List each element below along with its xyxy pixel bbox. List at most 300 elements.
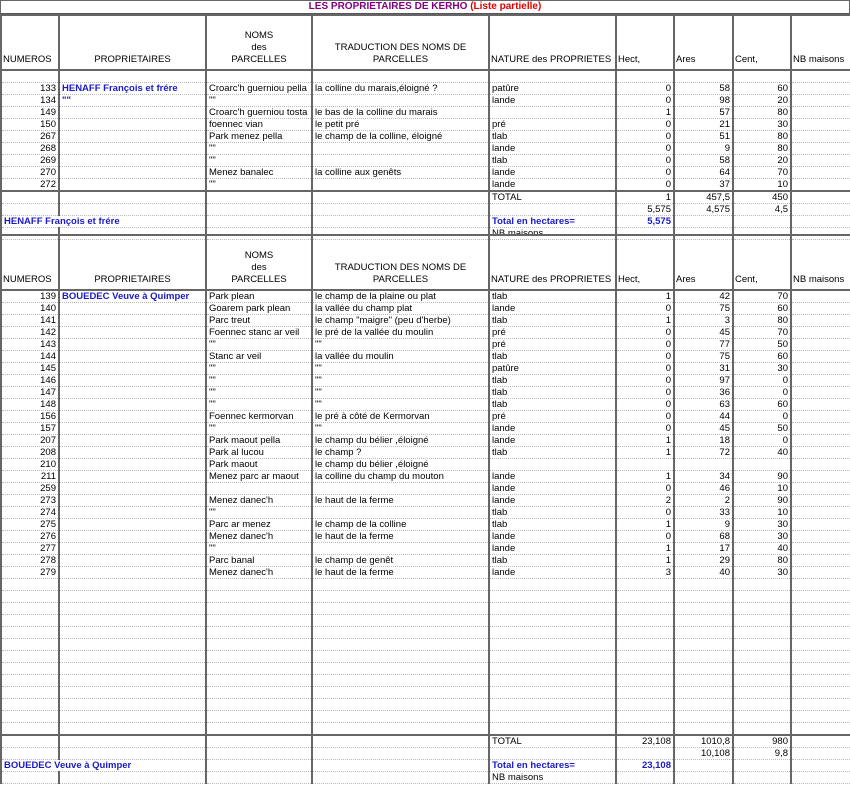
empty-cell[interactable]: [206, 723, 312, 736]
cell-nature[interactable]: tlab: [489, 375, 616, 387]
cell-nom-parcelle[interactable]: Parc treut: [206, 315, 312, 327]
converted-cent[interactable]: 9,8: [733, 748, 791, 760]
cell-nature[interactable]: lande: [489, 567, 616, 579]
cell-traduction[interactable]: le champ de la colline: [312, 519, 489, 531]
cell-ares[interactable]: 17: [674, 543, 733, 555]
cell-nature[interactable]: pré: [489, 327, 616, 339]
cell-nb-maisons[interactable]: [791, 83, 850, 95]
cell-nature[interactable]: lande: [489, 95, 616, 107]
cell-ares[interactable]: 45: [674, 423, 733, 435]
empty-cell[interactable]: [489, 687, 616, 699]
header-proprietaires[interactable]: PROPRIETAIRES: [59, 235, 206, 290]
cell-hect[interactable]: 0: [616, 143, 674, 155]
cell-nb-maisons[interactable]: [791, 375, 850, 387]
empty-cell[interactable]: [733, 70, 791, 83]
cell-hect[interactable]: [616, 459, 674, 471]
cell-nb-maisons[interactable]: [791, 315, 850, 327]
cell-numero[interactable]: 278: [1, 555, 59, 567]
cell-proprietaire[interactable]: [59, 423, 206, 435]
cell-cent[interactable]: 20: [733, 95, 791, 107]
cell-cent[interactable]: 50: [733, 423, 791, 435]
cell-cent[interactable]: 80: [733, 131, 791, 143]
cell-hect[interactable]: 0: [616, 131, 674, 143]
header-numeros[interactable]: NUMEROS: [1, 15, 59, 70]
cell-nom-parcelle[interactable]: Menez danec'h: [206, 495, 312, 507]
empty-cell[interactable]: [733, 699, 791, 711]
empty-cell[interactable]: [733, 723, 791, 736]
empty-cell[interactable]: [674, 639, 733, 651]
cell-traduction[interactable]: le champ du bélier ,éloigné: [312, 435, 489, 447]
cell-nom-parcelle[interactable]: Park al lucou: [206, 447, 312, 459]
total-hect[interactable]: 1: [616, 191, 674, 204]
converted-cent[interactable]: 4,5: [733, 204, 791, 216]
header-noms-parcelles[interactable]: [206, 235, 312, 290]
cell-hect[interactable]: 0: [616, 363, 674, 375]
cell-ares[interactable]: 58: [674, 83, 733, 95]
cell-hect[interactable]: 0: [616, 119, 674, 131]
cell-traduction[interactable]: "": [312, 375, 489, 387]
cell-ares[interactable]: 77: [674, 339, 733, 351]
cell-nb-maisons[interactable]: [791, 167, 850, 179]
empty-cell[interactable]: [1, 711, 59, 723]
cell-hect[interactable]: 3: [616, 567, 674, 579]
cell-numero[interactable]: 133: [1, 83, 59, 95]
empty-cell[interactable]: [59, 663, 206, 675]
cell-nb-maisons[interactable]: [791, 447, 850, 459]
converted-hect[interactable]: 5,575: [616, 204, 674, 216]
total-ares[interactable]: 457,5: [674, 191, 733, 204]
cell-traduction[interactable]: le haut de la ferme: [312, 531, 489, 543]
cell-cent[interactable]: 70: [733, 290, 791, 303]
empty-cell[interactable]: [312, 615, 489, 627]
cell-nb-maisons[interactable]: [791, 363, 850, 375]
empty-cell[interactable]: [312, 699, 489, 711]
cell-nature[interactable]: tlab: [489, 507, 616, 519]
cell-ares[interactable]: 36: [674, 387, 733, 399]
empty-cell[interactable]: [59, 191, 206, 204]
empty-cell[interactable]: [674, 760, 733, 772]
empty-cell[interactable]: [206, 748, 312, 760]
cell-numero[interactable]: 140: [1, 303, 59, 315]
empty-cell[interactable]: [1, 591, 59, 603]
cell-nature[interactable]: lande: [489, 471, 616, 483]
empty-cell[interactable]: [489, 579, 616, 591]
cell-numero[interactable]: 272: [1, 179, 59, 192]
cell-cent[interactable]: 80: [733, 143, 791, 155]
cell-traduction[interactable]: le haut de la ferme: [312, 495, 489, 507]
empty-cell[interactable]: [312, 70, 489, 83]
empty-cell[interactable]: [616, 651, 674, 663]
cell-ares[interactable]: 63: [674, 399, 733, 411]
empty-cell[interactable]: [1, 651, 59, 663]
cell-hect[interactable]: 1: [616, 519, 674, 531]
hectares-value[interactable]: 23,108: [616, 760, 674, 772]
empty-cell[interactable]: [791, 760, 850, 772]
cell-nom-parcelle[interactable]: "": [206, 95, 312, 107]
cell-nom-parcelle[interactable]: "": [206, 179, 312, 192]
empty-cell[interactable]: [1, 748, 59, 760]
cell-numero[interactable]: 259: [1, 483, 59, 495]
header-hect[interactable]: Hect,: [616, 235, 674, 290]
cell-ares[interactable]: 31: [674, 363, 733, 375]
empty-cell[interactable]: [206, 699, 312, 711]
empty-cell[interactable]: [206, 772, 312, 784]
cell-cent[interactable]: 90: [733, 471, 791, 483]
cell-traduction[interactable]: le champ de la colline, éloigné: [312, 131, 489, 143]
nb-maisons-label[interactable]: NB maisons: [489, 772, 616, 784]
cell-nb-maisons[interactable]: [791, 555, 850, 567]
cell-ares[interactable]: 9: [674, 519, 733, 531]
empty-cell[interactable]: [733, 603, 791, 615]
empty-cell[interactable]: [59, 735, 206, 748]
empty-cell[interactable]: [489, 639, 616, 651]
empty-cell[interactable]: [312, 591, 489, 603]
empty-cell[interactable]: [616, 675, 674, 687]
empty-cell[interactable]: [674, 772, 733, 784]
cell-cent[interactable]: 40: [733, 447, 791, 459]
empty-cell[interactable]: [312, 772, 489, 784]
cell-proprietaire[interactable]: [59, 531, 206, 543]
empty-cell[interactable]: [312, 627, 489, 639]
cell-numero[interactable]: 150: [1, 119, 59, 131]
cell-cent[interactable]: 60: [733, 303, 791, 315]
cell-numero[interactable]: 210: [1, 459, 59, 471]
cell-nb-maisons[interactable]: [791, 531, 850, 543]
empty-cell[interactable]: [1, 687, 59, 699]
cell-proprietaire[interactable]: [59, 303, 206, 315]
cell-nb-maisons[interactable]: [791, 95, 850, 107]
cell-cent[interactable]: 10: [733, 179, 791, 192]
owner-summary-name[interactable]: BOUEDEC Veuve à Quimper: [1, 760, 206, 772]
empty-cell[interactable]: [312, 735, 489, 748]
cell-traduction[interactable]: la colline du champ du mouton: [312, 471, 489, 483]
empty-cell[interactable]: [616, 591, 674, 603]
cell-ares[interactable]: [674, 459, 733, 471]
cell-nom-parcelle[interactable]: Menez parc ar maout: [206, 471, 312, 483]
cell-nom-parcelle[interactable]: Croarc'h guerniou pella: [206, 83, 312, 95]
cell-cent[interactable]: 70: [733, 327, 791, 339]
cell-hect[interactable]: 0: [616, 411, 674, 423]
cell-hect[interactable]: 0: [616, 303, 674, 315]
empty-cell[interactable]: [206, 191, 312, 204]
empty-cell[interactable]: [791, 699, 850, 711]
cell-numero[interactable]: 146: [1, 375, 59, 387]
cell-ares[interactable]: 75: [674, 351, 733, 363]
empty-cell[interactable]: [312, 675, 489, 687]
cell-numero[interactable]: 273: [1, 495, 59, 507]
cell-nature[interactable]: lande: [489, 303, 616, 315]
converted-ares[interactable]: 10,108: [674, 748, 733, 760]
empty-cell[interactable]: [674, 579, 733, 591]
empty-cell[interactable]: [59, 687, 206, 699]
cell-proprietaire[interactable]: [59, 315, 206, 327]
cell-proprietaire[interactable]: [59, 339, 206, 351]
cell-traduction[interactable]: [312, 179, 489, 192]
cell-cent[interactable]: 0: [733, 435, 791, 447]
cell-traduction[interactable]: "": [312, 363, 489, 375]
empty-cell[interactable]: [733, 591, 791, 603]
cell-nom-parcelle[interactable]: "": [206, 387, 312, 399]
cell-cent[interactable]: 60: [733, 399, 791, 411]
cell-traduction[interactable]: la vallée du moulin: [312, 351, 489, 363]
empty-cell[interactable]: [1, 204, 59, 216]
cell-proprietaire[interactable]: [59, 363, 206, 375]
empty-cell[interactable]: [791, 639, 850, 651]
cell-hect[interactable]: 0: [616, 83, 674, 95]
cell-proprietaire[interactable]: BOUEDEC Veuve à Quimper: [59, 290, 206, 303]
cell-nb-maisons[interactable]: [791, 459, 850, 471]
empty-cell[interactable]: [674, 711, 733, 723]
cell-nb-maisons[interactable]: [791, 131, 850, 143]
cell-traduction[interactable]: "": [312, 339, 489, 351]
cell-nb-maisons[interactable]: [791, 339, 850, 351]
cell-nature[interactable]: [489, 459, 616, 471]
cell-numero[interactable]: 211: [1, 471, 59, 483]
cell-proprietaire[interactable]: [59, 507, 206, 519]
cell-nature[interactable]: lande: [489, 483, 616, 495]
cell-cent[interactable]: 80: [733, 107, 791, 119]
cell-hect[interactable]: 0: [616, 399, 674, 411]
empty-cell[interactable]: [674, 615, 733, 627]
empty-cell[interactable]: [1, 70, 59, 83]
cell-numero[interactable]: 267: [1, 131, 59, 143]
cell-numero[interactable]: 269: [1, 155, 59, 167]
cell-traduction[interactable]: [312, 483, 489, 495]
cell-cent[interactable]: 90: [733, 495, 791, 507]
cell-proprietaire[interactable]: [59, 155, 206, 167]
empty-cell[interactable]: [791, 70, 850, 83]
cell-hect[interactable]: 0: [616, 375, 674, 387]
cell-nature[interactable]: tlab: [489, 519, 616, 531]
cell-hect[interactable]: 0: [616, 507, 674, 519]
empty-cell[interactable]: [206, 603, 312, 615]
empty-cell[interactable]: [489, 723, 616, 736]
empty-cell[interactable]: [674, 591, 733, 603]
empty-cell[interactable]: [206, 579, 312, 591]
cell-nature[interactable]: pré: [489, 119, 616, 131]
cell-nb-maisons[interactable]: [791, 155, 850, 167]
total-ares[interactable]: 1010,8: [674, 735, 733, 748]
cell-hect[interactable]: 0: [616, 387, 674, 399]
cell-hect[interactable]: 0: [616, 483, 674, 495]
cell-nom-parcelle[interactable]: Park menez pella: [206, 131, 312, 143]
cell-numero[interactable]: 143: [1, 339, 59, 351]
empty-cell[interactable]: [791, 663, 850, 675]
header-nature[interactable]: NATURE des PROPRIETES: [489, 235, 616, 290]
cell-nature[interactable]: lande: [489, 531, 616, 543]
cell-traduction[interactable]: le champ "maigre" (peu d'herbe): [312, 315, 489, 327]
cell-ares[interactable]: 75: [674, 303, 733, 315]
empty-cell[interactable]: [733, 675, 791, 687]
cell-nature[interactable]: tlab: [489, 155, 616, 167]
cell-traduction[interactable]: le champ ?: [312, 447, 489, 459]
cell-proprietaire[interactable]: [59, 447, 206, 459]
header-cent[interactable]: Cent,: [733, 235, 791, 290]
cell-nb-maisons[interactable]: [791, 107, 850, 119]
empty-cell[interactable]: [59, 615, 206, 627]
cell-traduction[interactable]: [312, 507, 489, 519]
empty-cell[interactable]: [59, 748, 206, 760]
cell-traduction[interactable]: [312, 95, 489, 107]
cell-nb-maisons[interactable]: [791, 290, 850, 303]
cell-traduction[interactable]: la colline aux genêts: [312, 167, 489, 179]
empty-cell[interactable]: [59, 591, 206, 603]
cell-proprietaire[interactable]: [59, 543, 206, 555]
cell-cent[interactable]: 60: [733, 83, 791, 95]
cell-nom-parcelle[interactable]: Menez danec'h: [206, 531, 312, 543]
empty-cell[interactable]: [791, 711, 850, 723]
empty-cell[interactable]: [489, 663, 616, 675]
empty-cell[interactable]: [616, 603, 674, 615]
empty-cell[interactable]: [206, 615, 312, 627]
empty-cell[interactable]: [1, 699, 59, 711]
empty-cell[interactable]: [312, 603, 489, 615]
cell-cent[interactable]: 0: [733, 387, 791, 399]
empty-cell[interactable]: [616, 627, 674, 639]
cell-numero[interactable]: 149: [1, 107, 59, 119]
cell-cent[interactable]: [733, 459, 791, 471]
empty-cell[interactable]: [791, 591, 850, 603]
empty-cell[interactable]: [733, 663, 791, 675]
cell-nom-parcelle[interactable]: Park maout: [206, 459, 312, 471]
cell-nom-parcelle[interactable]: Foennec stanc ar veil: [206, 327, 312, 339]
empty-cell[interactable]: [312, 663, 489, 675]
cell-hect[interactable]: 1: [616, 471, 674, 483]
empty-cell[interactable]: [59, 772, 206, 784]
total-cent[interactable]: 980: [733, 735, 791, 748]
empty-cell[interactable]: [616, 711, 674, 723]
empty-cell[interactable]: [733, 216, 791, 228]
cell-nom-parcelle[interactable]: Parc banal: [206, 555, 312, 567]
cell-nb-maisons[interactable]: [791, 471, 850, 483]
cell-nature[interactable]: tlab: [489, 290, 616, 303]
empty-cell[interactable]: [59, 651, 206, 663]
cell-numero[interactable]: 276: [1, 531, 59, 543]
hectares-value[interactable]: 5,575: [616, 216, 674, 228]
cell-nom-parcelle[interactable]: "": [206, 143, 312, 155]
cell-nb-maisons[interactable]: [791, 327, 850, 339]
cell-numero[interactable]: 277: [1, 543, 59, 555]
cell-cent[interactable]: 0: [733, 411, 791, 423]
empty-cell[interactable]: [616, 70, 674, 83]
empty-cell[interactable]: [791, 748, 850, 760]
cell-proprietaire[interactable]: [59, 167, 206, 179]
cell-traduction[interactable]: [312, 155, 489, 167]
cell-ares[interactable]: 46: [674, 483, 733, 495]
cell-nb-maisons[interactable]: [791, 387, 850, 399]
cell-traduction[interactable]: le champ de la plaine ou plat: [312, 290, 489, 303]
cell-traduction[interactable]: le champ du bélier ,éloigné: [312, 459, 489, 471]
cell-cent[interactable]: 70: [733, 167, 791, 179]
cell-proprietaire[interactable]: [59, 399, 206, 411]
empty-cell[interactable]: [312, 687, 489, 699]
empty-cell[interactable]: [489, 675, 616, 687]
empty-cell[interactable]: [1, 675, 59, 687]
cell-traduction[interactable]: "": [312, 423, 489, 435]
cell-proprietaire[interactable]: "": [59, 95, 206, 107]
converted-ares[interactable]: 4,575: [674, 204, 733, 216]
empty-cell[interactable]: [312, 711, 489, 723]
cell-nom-parcelle[interactable]: "": [206, 543, 312, 555]
empty-cell[interactable]: [733, 615, 791, 627]
cell-proprietaire[interactable]: [59, 519, 206, 531]
cell-ares[interactable]: 72: [674, 447, 733, 459]
cell-nom-parcelle[interactable]: Stanc ar veil: [206, 351, 312, 363]
cell-hect[interactable]: 1: [616, 315, 674, 327]
cell-cent[interactable]: 30: [733, 363, 791, 375]
cell-hect[interactable]: 0: [616, 339, 674, 351]
empty-cell[interactable]: [206, 216, 312, 228]
empty-cell[interactable]: [312, 723, 489, 736]
cell-traduction[interactable]: le bas de la colline du marais: [312, 107, 489, 119]
cell-numero[interactable]: 279: [1, 567, 59, 579]
empty-cell[interactable]: [674, 723, 733, 736]
cell-nom-parcelle[interactable]: "": [206, 423, 312, 435]
empty-cell[interactable]: [674, 70, 733, 83]
cell-nature[interactable]: tlab: [489, 131, 616, 143]
empty-cell[interactable]: [674, 627, 733, 639]
cell-nature[interactable]: lande: [489, 495, 616, 507]
cell-nb-maisons[interactable]: [791, 143, 850, 155]
empty-cell[interactable]: [733, 760, 791, 772]
empty-cell[interactable]: [1, 735, 59, 748]
empty-cell[interactable]: [733, 651, 791, 663]
cell-hect[interactable]: 0: [616, 155, 674, 167]
cell-nature[interactable]: tlab: [489, 387, 616, 399]
cell-hect[interactable]: 0: [616, 531, 674, 543]
empty-cell[interactable]: [616, 663, 674, 675]
empty-cell[interactable]: [59, 711, 206, 723]
cell-nb-maisons[interactable]: [791, 303, 850, 315]
cell-proprietaire[interactable]: [59, 459, 206, 471]
empty-cell[interactable]: [206, 591, 312, 603]
header-traduction[interactable]: [312, 235, 489, 290]
cell-nature[interactable]: tlab: [489, 555, 616, 567]
empty-cell[interactable]: [616, 615, 674, 627]
empty-cell[interactable]: [312, 216, 489, 228]
cell-hect[interactable]: 1: [616, 447, 674, 459]
cell-ares[interactable]: 34: [674, 471, 733, 483]
empty-cell[interactable]: [489, 748, 616, 760]
cell-traduction[interactable]: le haut de la ferme: [312, 567, 489, 579]
cell-proprietaire[interactable]: [59, 483, 206, 495]
cell-nb-maisons[interactable]: [791, 543, 850, 555]
cell-proprietaire[interactable]: [59, 555, 206, 567]
cell-cent[interactable]: 10: [733, 483, 791, 495]
cell-nature[interactable]: patûre: [489, 363, 616, 375]
empty-cell[interactable]: [489, 603, 616, 615]
empty-cell[interactable]: [674, 675, 733, 687]
cell-cent[interactable]: 20: [733, 155, 791, 167]
cell-numero[interactable]: 145: [1, 363, 59, 375]
header-proprietaires[interactable]: PROPRIETAIRES: [59, 15, 206, 70]
cell-proprietaire[interactable]: HENAFF François et frére: [59, 83, 206, 95]
cell-hect[interactable]: 0: [616, 179, 674, 192]
empty-cell[interactable]: [1, 579, 59, 591]
empty-cell[interactable]: [791, 204, 850, 216]
empty-cell[interactable]: [59, 70, 206, 83]
cell-ares[interactable]: 98: [674, 95, 733, 107]
empty-cell[interactable]: [206, 735, 312, 748]
cell-proprietaire[interactable]: [59, 411, 206, 423]
empty-cell[interactable]: [791, 216, 850, 228]
header-cent[interactable]: Cent,: [733, 15, 791, 70]
cell-nom-parcelle[interactable]: "": [206, 399, 312, 411]
empty-cell[interactable]: [791, 615, 850, 627]
empty-cell[interactable]: [312, 204, 489, 216]
cell-ares[interactable]: 9: [674, 143, 733, 155]
cell-traduction[interactable]: le champ de genêt: [312, 555, 489, 567]
